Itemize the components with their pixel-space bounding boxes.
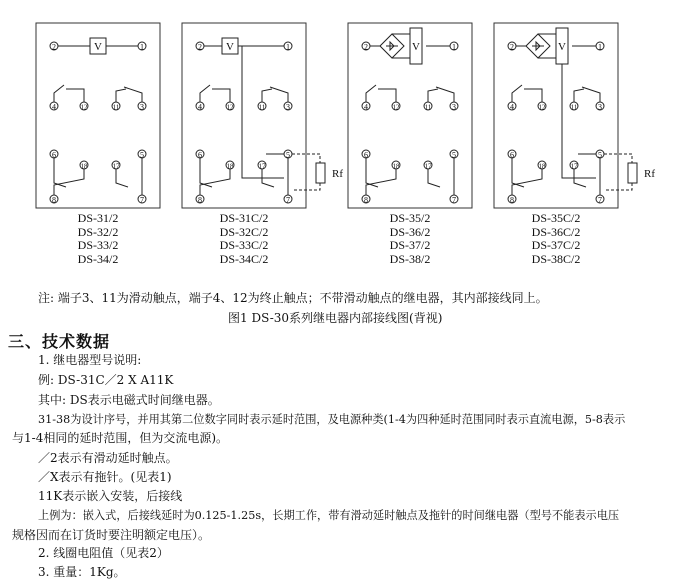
terminal-label: 4	[364, 102, 368, 112]
model-label: DS-38C/2	[531, 251, 581, 266]
model-label: DS-34/2	[77, 251, 119, 266]
resistor-label: Rf	[332, 168, 343, 180]
terminal-label: 11	[258, 103, 266, 112]
terminal-label: 7	[140, 195, 144, 205]
terminal-label: 7	[452, 195, 456, 205]
terminal-label: 1	[140, 42, 144, 52]
terminal-label: 4	[198, 102, 202, 112]
terminal-label: 8	[510, 195, 514, 205]
text-line: 与1-4相同的延时范围，但为交流电源)。	[12, 431, 229, 445]
model-label: DS-31/2	[77, 211, 119, 225]
terminal-label: 18	[80, 162, 88, 171]
terminal-label: 6	[198, 150, 202, 160]
model-label: DS-35C/2	[531, 211, 581, 225]
text-line: ／X表示有拖针。(见表1)	[38, 470, 172, 484]
terminal-label: 11	[112, 103, 120, 112]
terminal-label: 8	[52, 195, 56, 205]
terminal-label: 7	[286, 195, 290, 205]
coil-label: V	[94, 41, 102, 53]
model-label: DS-31C/2	[219, 211, 269, 225]
model-label: DS-38/2	[389, 251, 431, 266]
resistor	[628, 163, 637, 183]
text-line: 规格因而在订货时要注明额定电压）。	[12, 528, 211, 542]
terminal-label: 3	[140, 102, 144, 112]
terminal-label: 12	[80, 103, 88, 112]
terminal-label: 5	[452, 150, 456, 160]
terminal-label: 5	[598, 150, 602, 160]
model-label: DS-33C/2	[219, 238, 269, 252]
text-line: 11K表示嵌入安装，后接线	[38, 489, 183, 503]
text-line: 其中: DS表示电磁式时间继电器。	[38, 393, 220, 407]
terminal-label: 4	[52, 102, 56, 112]
model-label: DS-32C/2	[219, 224, 269, 239]
terminal-label: 18	[226, 162, 234, 171]
text-line: 3. 重量：1Kg。	[38, 565, 126, 579]
figure-caption: 图1 DS-30系列继电器内部接线图(背视)	[228, 311, 443, 325]
text-line: 2. 线圈电阻值（见表2）	[38, 546, 169, 560]
model-label: DS-37/2	[389, 238, 431, 252]
terminal-label: 6	[364, 150, 368, 160]
terminal-label: 1	[286, 42, 290, 52]
text-line: 31-38为设计序号，并用其第二位数字同时表示延时范围，及电源种类(1-4为四种延时范围同时表示直流电源，5-8表示	[38, 413, 626, 426]
terminal-label: 5	[140, 150, 144, 160]
terminal-label: 17	[112, 162, 120, 171]
terminal-label: 1	[452, 42, 456, 52]
terminal-label: 2	[364, 42, 368, 52]
terminal-label: 12	[538, 103, 546, 112]
model-label: DS-33/2	[77, 238, 119, 252]
models-diagram-3	[350, 212, 470, 266]
terminal-label: 8	[364, 195, 368, 205]
terminal-label: 17	[570, 162, 578, 171]
text-line: 例: DS-31C／2 X A11K	[38, 373, 174, 387]
model-label: DS-35/2	[389, 211, 431, 225]
resistor	[316, 163, 325, 183]
text-line: 1. 继电器型号说明:	[38, 353, 142, 367]
model-label: DS-37C/2	[531, 238, 581, 252]
coil-label: V	[226, 41, 234, 53]
terminal-label: 12	[392, 103, 400, 112]
models-diagram-2	[184, 212, 304, 266]
terminal-label: 3	[452, 102, 456, 112]
terminal-label: 3	[598, 102, 602, 112]
terminal-label: 17	[424, 162, 432, 171]
terminal-label: 2	[198, 42, 202, 52]
model-label: DS-34C/2	[219, 251, 269, 266]
model-label: DS-32/2	[77, 224, 119, 239]
models-diagram-1	[38, 212, 158, 266]
models-diagram-4	[496, 212, 616, 266]
terminal-label: 17	[258, 162, 266, 171]
terminal-label: 12	[226, 103, 234, 112]
diagram-2	[182, 23, 325, 208]
terminal-label: 2	[52, 42, 56, 52]
model-label: DS-36C/2	[531, 224, 581, 239]
terminal-label: 6	[52, 150, 56, 160]
text-line: ／2表示有滑动延时触点。	[38, 451, 178, 465]
terminal-label: 11	[570, 103, 578, 112]
terminal-label: 7	[598, 195, 602, 205]
terminal-label: 5	[286, 150, 290, 160]
terminal-label: 18	[392, 162, 400, 171]
terminal-label: 4	[510, 102, 514, 112]
diagram-note: 注: 端子3、11为滑动触点，端子4、12为终止触点；不带滑动触点的继电器，其内部接线同上。	[38, 291, 548, 305]
model-label: DS-36/2	[389, 224, 431, 239]
resistor-label: Rf	[644, 168, 655, 180]
terminal-label: 2	[510, 42, 514, 52]
terminal-label: 8	[198, 195, 202, 205]
coil-label: V	[558, 41, 566, 53]
coil-label: V	[412, 41, 420, 53]
terminal-label: 3	[286, 102, 290, 112]
terminal-label: 18	[538, 162, 546, 171]
terminal-label: 6	[510, 150, 514, 160]
section-heading: 三、技术数据	[8, 332, 111, 351]
text-line: 上例为：嵌入式，后接线延时为0.125-1.25s，长期工作，带有滑动延时触点及拖针的时间继电器（型号不能表示电压	[38, 509, 620, 522]
terminal-label: 1	[598, 42, 602, 52]
terminal-label: 11	[424, 103, 432, 112]
